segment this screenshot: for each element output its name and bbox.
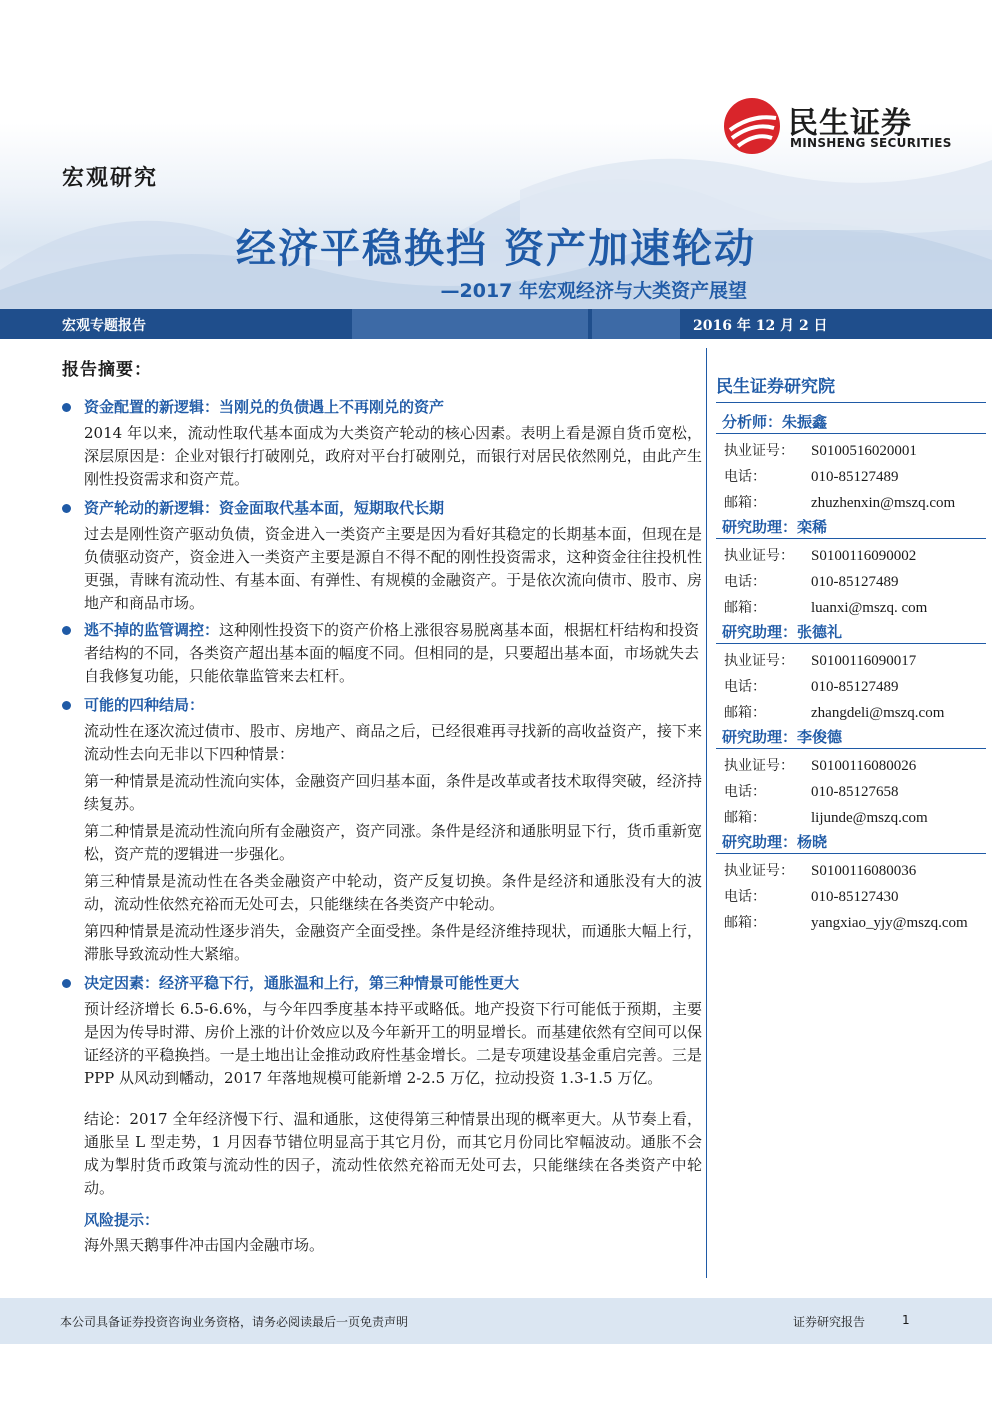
- cert-label: 执业证号：: [724, 653, 794, 669]
- bullet-heading: [62, 692, 702, 718]
- cert-value: S0100116090002: [811, 548, 917, 564]
- bullet-dot-icon: [62, 504, 71, 513]
- cert-label: 执业证号：: [724, 758, 794, 774]
- analyst-card: [716, 621, 986, 726]
- cert-value: S0100116080026: [811, 758, 917, 774]
- email-link[interactable]: yangxiao_yjy@mszq.com: [811, 915, 968, 931]
- risk-title: 风险提示：: [84, 1211, 160, 1229]
- email-label: 邮箱：: [724, 600, 766, 616]
- phone-value: 010-85127489: [811, 679, 899, 695]
- analyst-card: [716, 831, 986, 936]
- analyst-name: 分析师：朱振鑫: [716, 411, 986, 434]
- bullet-text: 可能的四种结局：: [84, 696, 205, 714]
- disclaimer-note: 本公司具备证券投资咨询业务资格，请务必阅读最后一页免责声明: [60, 1315, 409, 1329]
- analyst-name: 研究助理：张德礼: [716, 621, 986, 644]
- email-label: 邮箱：: [724, 915, 766, 931]
- bullet-text: 决定因素：经济平稳下行，通胀温和上行，第三种情景可能性更大: [84, 974, 520, 992]
- page-footer: [0, 1298, 992, 1344]
- page-subtitle: —2017 年宏观经济与大类资产展望: [440, 280, 747, 302]
- phone-value: 010-85127430: [811, 889, 899, 905]
- logo-english-name: MINSHENG SECURITIES: [790, 136, 952, 150]
- bullet-heading: [62, 394, 702, 420]
- analyst-card: [716, 411, 986, 516]
- phone-value: 010-85127658: [811, 784, 899, 800]
- analyst-name: 研究助理：杨晓: [716, 831, 986, 854]
- bullet-inline-text: 这种刚性投资下的资产价格上涨很容易脱离基本面，根据杠杆结构和投资者结构的不同，各类资产超出基本面的幅度不同。但相同的是，只要超出基本面，市场就失去自我修复功能，只能依靠监管来去杠杆。: [84, 621, 700, 685]
- analyst-card: [716, 516, 986, 621]
- divider: [706, 348, 707, 1278]
- cert-value: S0100516020001: [811, 443, 917, 459]
- email-link[interactable]: zhuzhenxin@mszq.com: [811, 495, 956, 511]
- paragraph: 第二种情景是流动性流向所有金融资产，资产同涨。条件是经济和通胀明显下行，货币重新宽松，资产荒的逻辑进一步强化。: [84, 822, 702, 863]
- phone-value: 010-85127489: [811, 469, 899, 485]
- company-logo: [722, 96, 952, 156]
- paragraph: 第一种情景是流动性流向实体，金融资产回归基本面，条件是改革或者技术取得突破，经济持续复苏。: [84, 772, 702, 813]
- bullet-dot-icon: [62, 626, 71, 635]
- bullet-text: 资产轮动的新逻辑：资金面取代基本面，短期取代长期: [84, 499, 445, 517]
- cert-value: S0100116090017: [811, 653, 917, 669]
- logo-mark-icon: [722, 96, 782, 156]
- analyst-name: 研究助理：李俊德: [716, 726, 986, 749]
- email-label: 邮箱：: [724, 705, 766, 721]
- bullet-heading: [62, 619, 702, 688]
- paragraph: 预计经济增长 6.5-6.6%，与今年四季度基本持平或略低。地产投资下行可能低于预期，主要是因为传导时滞、房价上涨的计价效应以及今年新开工的明显增长。而基建依然有空间可以保证经济的平稳换挡。一是土地出让金推动政府性基金增长。二是专项建设基金重启完善。三是 PPP 从风动到幡动，2017 年落地规模可能新增 2-2.5 万亿，拉动投资 1.3-1.5 万亿。: [84, 1000, 702, 1087]
- report-date: 2016 年 12 月 2 日: [693, 318, 828, 334]
- summary-title: 报告摘要：: [62, 360, 152, 380]
- band-segment: [592, 309, 680, 339]
- paragraph: 2014 年以来，流动性取代基本面成为大类资产轮动的核心因素。表明上看是源自货币宽松，深层原因是：企业对银行打破刚兑，政府对平台打破刚兑，而银行对居民依然刚兑，由此产生刚性投资需求和资产荒。: [84, 424, 702, 488]
- risk-text: 海外黑天鹅事件冲击国内金融市场。: [84, 1236, 325, 1254]
- phone-label: 电话：: [724, 889, 766, 905]
- paragraph: 第四种情景是流动性逐步消失，金融资产全面受挫。条件是经济维持现状，而通胀大幅上行，滞胀导致流动性大紧缩。: [84, 922, 702, 963]
- analyst-sidebar: [716, 372, 986, 936]
- bullet-heading: [62, 495, 702, 521]
- email-label: 邮箱：: [724, 495, 766, 511]
- phone-value: 010-85127489: [811, 574, 899, 590]
- footer-report-type: 证券研究报告: [793, 1315, 866, 1329]
- paragraph: 第三种情景是流动性在各类金融资产中轮动，资产反复切换。条件是经济和通胀没有大的波动，流动性依然充裕而无处可去，只能继续在各类资产中轮动。: [84, 872, 702, 913]
- phone-label: 电话：: [724, 784, 766, 800]
- page-title: 经济平稳换挡 资产加速轮动: [236, 226, 756, 272]
- phone-label: 电话：: [724, 574, 766, 590]
- cert-label: 执业证号：: [724, 863, 794, 879]
- bullet-dot-icon: [62, 403, 71, 412]
- summary-section: [62, 355, 702, 1261]
- band-segment: [352, 309, 588, 339]
- email-link[interactable]: zhangdeli@mszq.com: [811, 705, 945, 721]
- cert-label: 执业证号：: [724, 443, 794, 459]
- page-number: 1: [902, 1313, 910, 1327]
- cert-label: 执业证号：: [724, 548, 794, 564]
- analyst-name: 研究助理：栾稀: [716, 516, 986, 539]
- phone-label: 电话：: [724, 469, 766, 485]
- email-label: 邮箱：: [724, 810, 766, 826]
- email-link[interactable]: lijunde@mszq.com: [811, 810, 928, 826]
- institute-name: 民生证券研究院: [716, 372, 986, 403]
- bullet-heading: [62, 970, 702, 996]
- report-category: 宏观研究: [62, 165, 159, 191]
- cert-value: S0100116080036: [811, 863, 917, 879]
- paragraph: 过去是刚性资产驱动负债，资金进入一类资产主要是因为看好其稳定的长期基本面，但现在是负债驱动资产，资金进入一类资产主要是源自不得不配的刚性投资需求，这种资金往往投机性更强，青睐有流动性、有基本面、有弹性、有规模的金融资产。于是依次流向债市、股市、房地产和商品市场。: [84, 525, 702, 612]
- bullet-text: 资金配置的新逻辑：当刚兑的负债遇上不再刚兑的资产: [84, 398, 445, 416]
- title-band: [0, 309, 992, 339]
- logo-chinese-name: 民生证券: [788, 106, 912, 141]
- phone-label: 电话：: [724, 679, 766, 695]
- report-type-label: 宏观专题报告: [62, 318, 146, 334]
- bullet-dot-icon: [62, 701, 71, 710]
- analyst-card: [716, 726, 986, 831]
- bullet-text: 逃不掉的监管调控：: [84, 621, 220, 639]
- bullet-dot-icon: [62, 979, 71, 988]
- paragraph: 结论：2017 全年经济慢下行、温和通胀，这使得第三种情景出现的概率更大。从节奏上看，通胀呈 L 型走势，1 月因春节错位明显高于其它月份，而其它月份同比窄幅波动。通胀不会成为掣肘货币政策与流动性的因子，流动性依然充裕而无处可去，只能继续在各类资产中轮动。: [84, 1110, 702, 1197]
- paragraph: 流动性在逐次流过债市、股市、房地产、商品之后，已经很难再寻找新的高收益资产，接下来流动性去向无非以下四种情景：: [84, 722, 702, 763]
- email-link[interactable]: luanxi@mszq. com: [811, 600, 928, 616]
